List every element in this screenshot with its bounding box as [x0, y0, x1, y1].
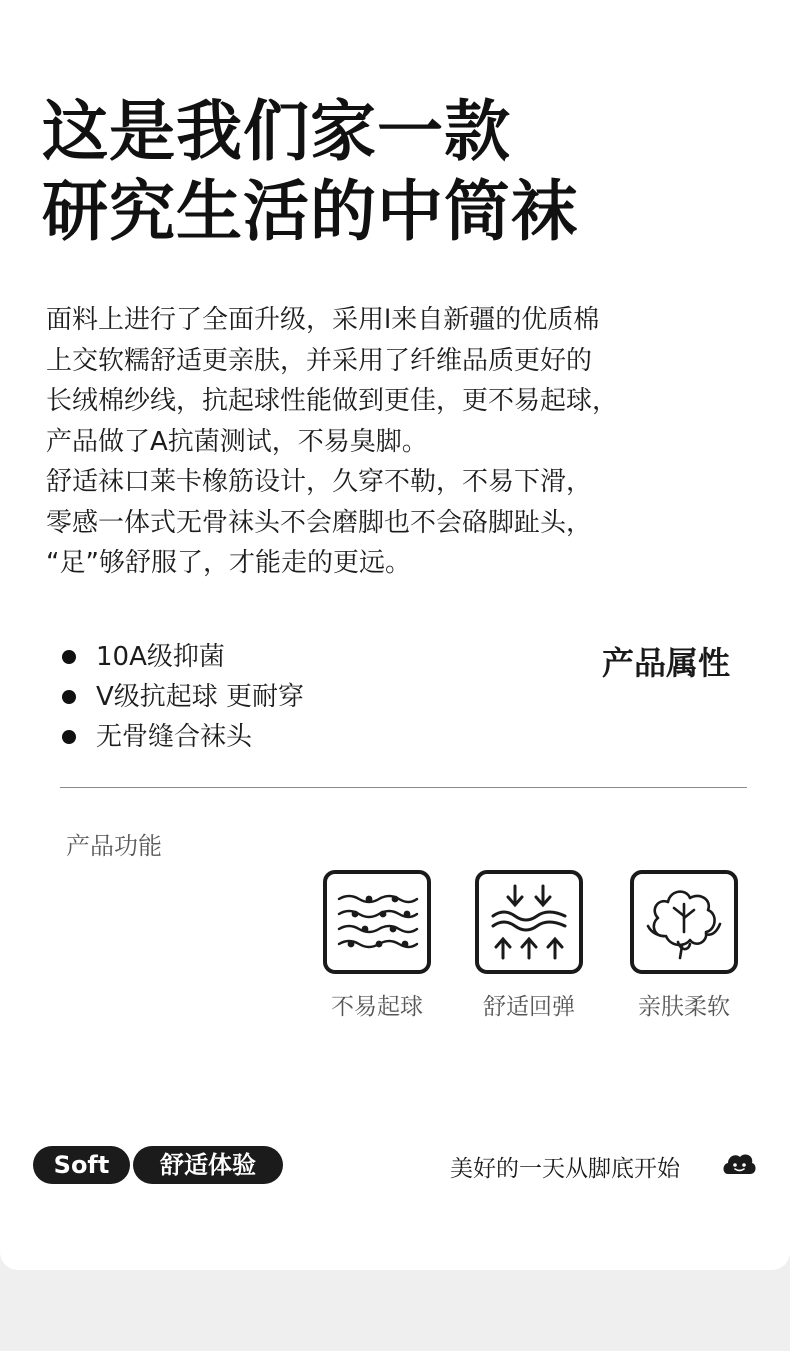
feature-icon-frame [323, 870, 431, 974]
feature-icon-frame [630, 870, 738, 974]
intro-paragraph [46, 300, 766, 584]
attribute-item [62, 637, 304, 677]
attribute-label: 10A级抑菌 [96, 642, 225, 672]
attribute-item [62, 717, 304, 757]
slogan: 美好的一天从脚底开始 [450, 1156, 680, 1182]
functions-title: 产品功能 [66, 832, 162, 860]
intro-line: “足”够舒服了，才能走的更远。 [46, 548, 411, 578]
feature-soft [619, 870, 749, 1021]
feature-rebound [464, 870, 594, 1021]
attribute-label: 无骨缝合袜头 [96, 722, 253, 752]
rebound-icon [487, 880, 571, 964]
cloud-icon [722, 1150, 756, 1180]
feature-label: 亲肤柔软 [638, 994, 730, 1020]
soft-tag: Soft [33, 1146, 130, 1184]
headline-line-1: 这是我们家一款 [42, 93, 511, 170]
bullet-dot-icon [62, 730, 76, 744]
anti-pilling-icon [335, 887, 419, 957]
divider [60, 787, 747, 788]
feature-icon-frame [475, 870, 583, 974]
feature-label: 不易起球 [331, 994, 423, 1020]
bullet-dot-icon [62, 690, 76, 704]
intro-line: 长绒棉纱线，抗起球性能做到更佳，更不易起球， [46, 386, 619, 416]
attribute-label: V级抗起球 更耐穿 [96, 682, 305, 712]
intro-line: 舒适袜口莱卡橡筋设计，久穿不勒，不易下滑， [46, 467, 593, 497]
cotton-icon [642, 882, 726, 962]
bullet-dot-icon [62, 650, 76, 664]
feature-anti-pilling [312, 870, 442, 1021]
attribute-item [62, 677, 304, 717]
intro-line: 零感一体式无骨袜头不会磨脚也不会硌脚趾头， [46, 507, 593, 538]
intro-line: 产品做了A抗菌测试，不易臭脚。 [46, 426, 428, 457]
intro-line: 上交软糯舒适更亲肤，并采用了纤维品质更好的 [46, 345, 593, 376]
comfort-tag: 舒适体验 [133, 1146, 283, 1184]
headline-line-2: 研究生活的中筒袜 [42, 173, 578, 250]
headline [42, 92, 578, 252]
feature-label: 舒适回弹 [483, 994, 575, 1020]
intro-line: 面料上进行了全面升级，采用l来自新疆的优质棉 [46, 305, 600, 335]
attribute-list [62, 637, 304, 757]
attributes-title: 产品属性 [601, 644, 730, 682]
